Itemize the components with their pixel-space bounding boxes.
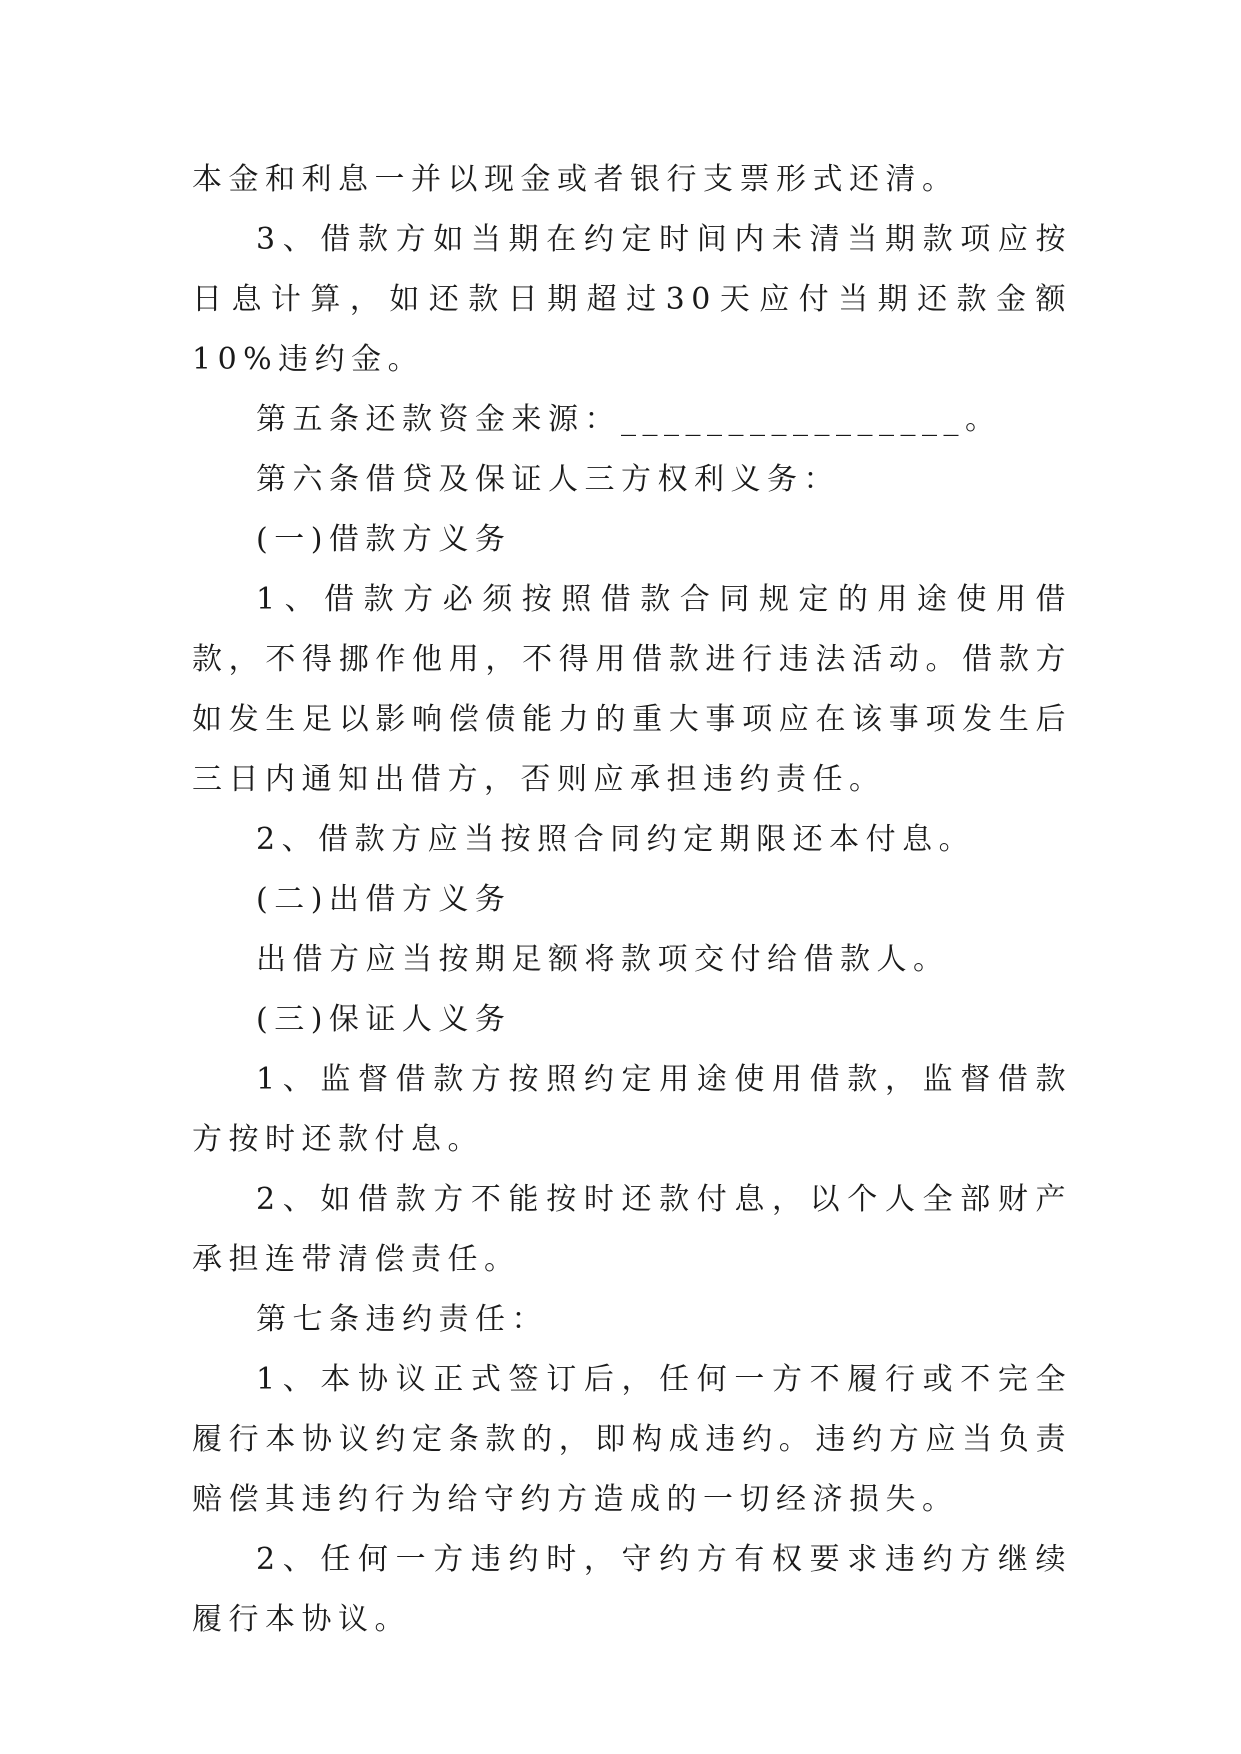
subheading-guarantor-duties: (三)保证人义务	[256, 1002, 512, 1037]
paragraph-article-7-heading: 第七条违约责任：	[256, 1302, 548, 1337]
paragraph-article-5-funding-source: 第五条还款资金来源：________________。	[256, 402, 1002, 437]
paragraph-borrower-duty-2: 2、借款方应当按照合同约定期限还本付息。	[256, 822, 976, 857]
document-body	[192, 150, 1072, 1650]
paragraph-breach-2: 2、任何一方违约时，守约方有权要求违约方继续履行本协议。	[192, 1542, 1072, 1637]
paragraph-breach-1: 1、本协议正式签订后，任何一方不履行或不完全履行本协议约定条款的，即构成违约。违约方应当负责赔偿其违约行为给守约方造成的一切经济损失。	[192, 1362, 1072, 1517]
paragraph-late-penalty: 3、借款方如当期在约定时间内未清当期款项应按日息计算，如还款日期超过30天应付当期还款金额10%违约金。	[192, 222, 1072, 377]
paragraph-guarantor-duty-1: 1、监督借款方按照约定用途使用借款，监督借款方按时还款付息。	[192, 1062, 1072, 1157]
paragraph-borrower-duty-1: 1、借款方必须按照借款合同规定的用途使用借款，不得挪作他用，不得用借款进行违法活动。借款方如发生足以影响偿债能力的重大事项应在该事项发生后三日内通知出借方，否则应承担违约责任。	[192, 582, 1072, 797]
subheading-lender-duties: (二)出借方义务	[256, 882, 512, 917]
subheading-borrower-duties: (一)借款方义务	[256, 522, 512, 557]
paragraph-guarantor-duty-2: 2、如借款方不能按时还款付息，以个人全部财产承担连带清偿责任。	[192, 1182, 1072, 1277]
paragraph-article-6-heading: 第六条借贷及保证人三方权利义务：	[256, 462, 840, 497]
paragraph-repayment-continuation: 本金和利息一并以现金或者银行支票形式还清。	[192, 162, 959, 197]
paragraph-lender-duty: 出借方应当按期足额将款项交付给借款人。	[256, 942, 950, 977]
